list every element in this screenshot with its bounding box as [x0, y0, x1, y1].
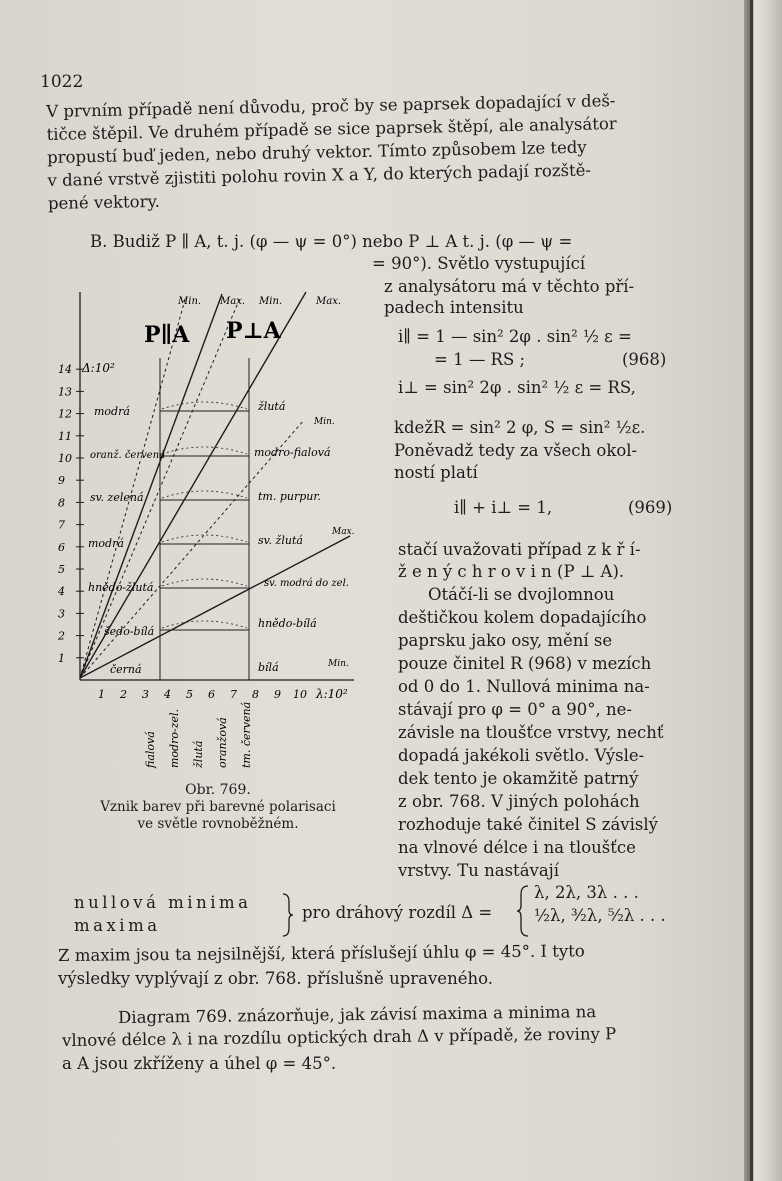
right-col-line: stačí uvažovati případ z k ř í- [398, 540, 641, 559]
top-line-label: Min. [259, 296, 283, 307]
y-tick-label: 13 [58, 385, 72, 399]
intro-line: v dané vrstvě zjistiti polohu rovin X a Y, do kterých padají rozště- [47, 160, 592, 190]
y-tick-label: 5 [58, 563, 65, 576]
equation-968-line2: = 1 — RS ; [434, 350, 526, 369]
right-col-line: dopadá jakékoli světlo. Výsle- [398, 746, 645, 765]
left-color-label: modrá [94, 405, 130, 418]
right-col-line: ž e n ý c h r o v i n (P ⊥ A). [398, 562, 625, 581]
intro-line: pené vektory. [47, 191, 161, 213]
equation-969-number: (969) [628, 498, 673, 517]
left-color-label: šedo-bílá [104, 625, 155, 638]
bottom-color-label: tm. červená [240, 701, 253, 768]
right-col-line: od 0 do 1. Nullová minima na- [398, 677, 650, 696]
right-col-line: padech intensitu [384, 298, 524, 317]
y-tick-label: 10 [58, 452, 72, 465]
right-col-line: deštičkou kolem dopadajícího [398, 608, 647, 627]
x-tick-label: 1 [98, 688, 105, 701]
equation-968-line1: i∥ = 1 — sin² 2φ . sin² ½ ε = [398, 327, 632, 346]
y-tick-label: 11 [58, 429, 72, 443]
y-tick-label: 7 [58, 518, 65, 532]
right-color-label: sv. žlutá [258, 534, 303, 547]
level-curve [162, 491, 247, 498]
right-col-line: na vlnové délce i na tloušťce [398, 838, 636, 857]
x-tick-label: 3 [142, 688, 149, 701]
y-tick-label: 4 [58, 585, 65, 599]
header-parallel: P∥A [144, 322, 190, 348]
x-tick-label: 5 [186, 688, 193, 701]
right-color-label: žlutá [258, 400, 286, 413]
left-color-label: modrá [88, 537, 124, 550]
minima-label: nullová minima [74, 893, 252, 912]
intro-line: propustí buď jeden, nebo druhý vektor. Tímto způsobem lze tedy [46, 137, 587, 167]
right-col-line: paprsku jako osy, mění se [398, 631, 613, 650]
y-tick-label: 2 [58, 629, 65, 643]
left-color-label: hnědo-žlutá [88, 581, 154, 594]
right-brace [515, 884, 531, 938]
max-line-3 [80, 536, 350, 678]
figure-number: Obr. 769. [185, 782, 251, 798]
figure-caption [62, 782, 374, 833]
intro-line: V prvním případě není důvodu, proč by se paprsek dopadající v deš- [46, 91, 616, 121]
definitions-line: kdežR = sin² 2 φ, S = sin² ½ε. [394, 418, 646, 437]
bottom-color-label: modro-zel. [168, 708, 181, 768]
bottom-line: Z maxim jsou ta nejsilnější, která příslušejí úhlu φ = 45°. I tyto [58, 941, 585, 965]
y-tick-label: 1 [58, 651, 65, 665]
x-tick-label: 4 [164, 688, 171, 701]
right-color-label: modro-fialová [254, 446, 331, 459]
final-line: vlnové délce λ i na rozdílu optických drah Δ v případě, že roviny P [62, 1024, 617, 1050]
page-number: 1022 [40, 72, 84, 92]
top-line-label: Min. [178, 296, 202, 307]
x-ticks [98, 688, 307, 701]
final-line: Diagram 769. znázorňuje, jak závisí maxima a minima na [118, 1002, 597, 1027]
equation-968-number: (968) [622, 350, 667, 369]
x-axis-label: λ:10² [316, 687, 348, 701]
page-edge [744, 0, 782, 1181]
equation-perpendicular: i⊥ = sin² 2φ . sin² ½ ε = RS, [398, 378, 636, 397]
top-line-label: Max. [220, 296, 246, 307]
bottom-color-label: oranžová [216, 717, 229, 768]
y-tick-label: 12 [58, 407, 72, 421]
intro-line: tičce štěpil. Ve druhém případě se sice paprsek štěpí, ale analysátor [46, 114, 617, 144]
bottom-color-label: žlutá [192, 740, 205, 768]
left-color-label: černá [110, 663, 142, 676]
maxima-label: maxima [74, 916, 161, 935]
min-line-1 [80, 296, 186, 678]
right-col-line: z analysátoru má v těchto pří- [384, 277, 635, 296]
right-col-line: závisle na tloušťce vrstvy, nechť [398, 723, 664, 742]
bottom-line: výsledky vyplývají z obr. 768. příslušně upraveného. [58, 969, 493, 988]
right-min-label: Min. [328, 659, 349, 669]
right-color-label: tm. purpur. [258, 490, 321, 503]
top-line-label: Max. [316, 296, 342, 307]
right-col-line: Poněvadž tedy za všech okol- [394, 441, 638, 460]
final-line: a A jsou zkříženy a úhel φ = 45°. [62, 1054, 337, 1073]
right-col-line: stávají pro φ = 0° a 90°, ne- [398, 700, 633, 719]
level-curve [162, 402, 247, 409]
figure-769-diagram [54, 288, 372, 780]
path-difference-label: pro dráhový rozdíl Δ = [302, 903, 493, 922]
right-color-label: hnědo-bílá [258, 617, 317, 630]
y-tick-label: 8 [58, 496, 65, 510]
header-perpendicular: P⊥A [226, 318, 281, 344]
y-tick-label: 6 [58, 540, 65, 554]
right-col-line: dek tento je okamžitě patrný [398, 769, 639, 788]
y-tick-label: 3 [58, 607, 65, 621]
case-b-line: B. Budiž P ∥ A, t. j. (φ — ψ = 0°) nebo P ⊥ A t. j. (φ — ψ = [90, 232, 573, 251]
x-tick-label: 9 [274, 688, 281, 701]
bottom-color-labels [144, 702, 253, 769]
figure-caption-line: Vznik barev při barevné polarisaci [100, 799, 336, 815]
bottom-color-label: fialová [144, 731, 157, 768]
y-axis-label: Δ:10² [82, 361, 115, 375]
right-min-label: Min. [314, 417, 335, 427]
level-curve [162, 579, 247, 586]
x-tick-label: 8 [252, 688, 259, 701]
y-tick-label: 9 [58, 474, 65, 488]
left-brace [280, 892, 294, 938]
right-col-line: rozhoduje také činitel S závislý [398, 815, 658, 834]
max-line-1 [80, 294, 222, 678]
x-tick-label: 7 [230, 688, 237, 701]
right-min-label: Max. [332, 527, 355, 537]
right-color-label: bílá [258, 661, 279, 674]
left-color-label: oranž. červená [90, 450, 166, 461]
intro-paragraph [46, 88, 688, 215]
x-tick-label: 10 [293, 688, 307, 701]
equation-969: i∥ + i⊥ = 1, [454, 498, 553, 517]
level-curve [162, 535, 247, 542]
left-color-label: sv. zelená [90, 491, 144, 504]
right-col-line: pouze činitel R (968) v mezích [398, 654, 652, 673]
page-rim [750, 0, 753, 1181]
right-col-line: ností platí [394, 463, 478, 482]
figure-caption-line: ve světle rovnoběžném. [137, 816, 299, 832]
maxima-values: ½λ, ³⁄₂λ, ⁵⁄₂λ . . . [534, 906, 666, 925]
x-tick-label: 2 [120, 688, 127, 701]
level-curve [162, 447, 247, 454]
minima-values: λ, 2λ, 3λ . . . [534, 883, 639, 902]
x-tick-label: 6 [208, 688, 215, 701]
right-col-line: = 90°). Světlo vystupující [372, 254, 586, 273]
y-tick-label: 14 [58, 363, 72, 377]
level-curve [162, 621, 247, 628]
right-col-line: Otáčí-li se dvojlomnou [428, 585, 615, 604]
right-col-line: z obr. 768. V jiných polohách [398, 792, 640, 811]
right-col-line: vrstvy. Tu nastávají [398, 861, 560, 880]
right-color-label: sv. modrá do zel. [264, 578, 349, 589]
